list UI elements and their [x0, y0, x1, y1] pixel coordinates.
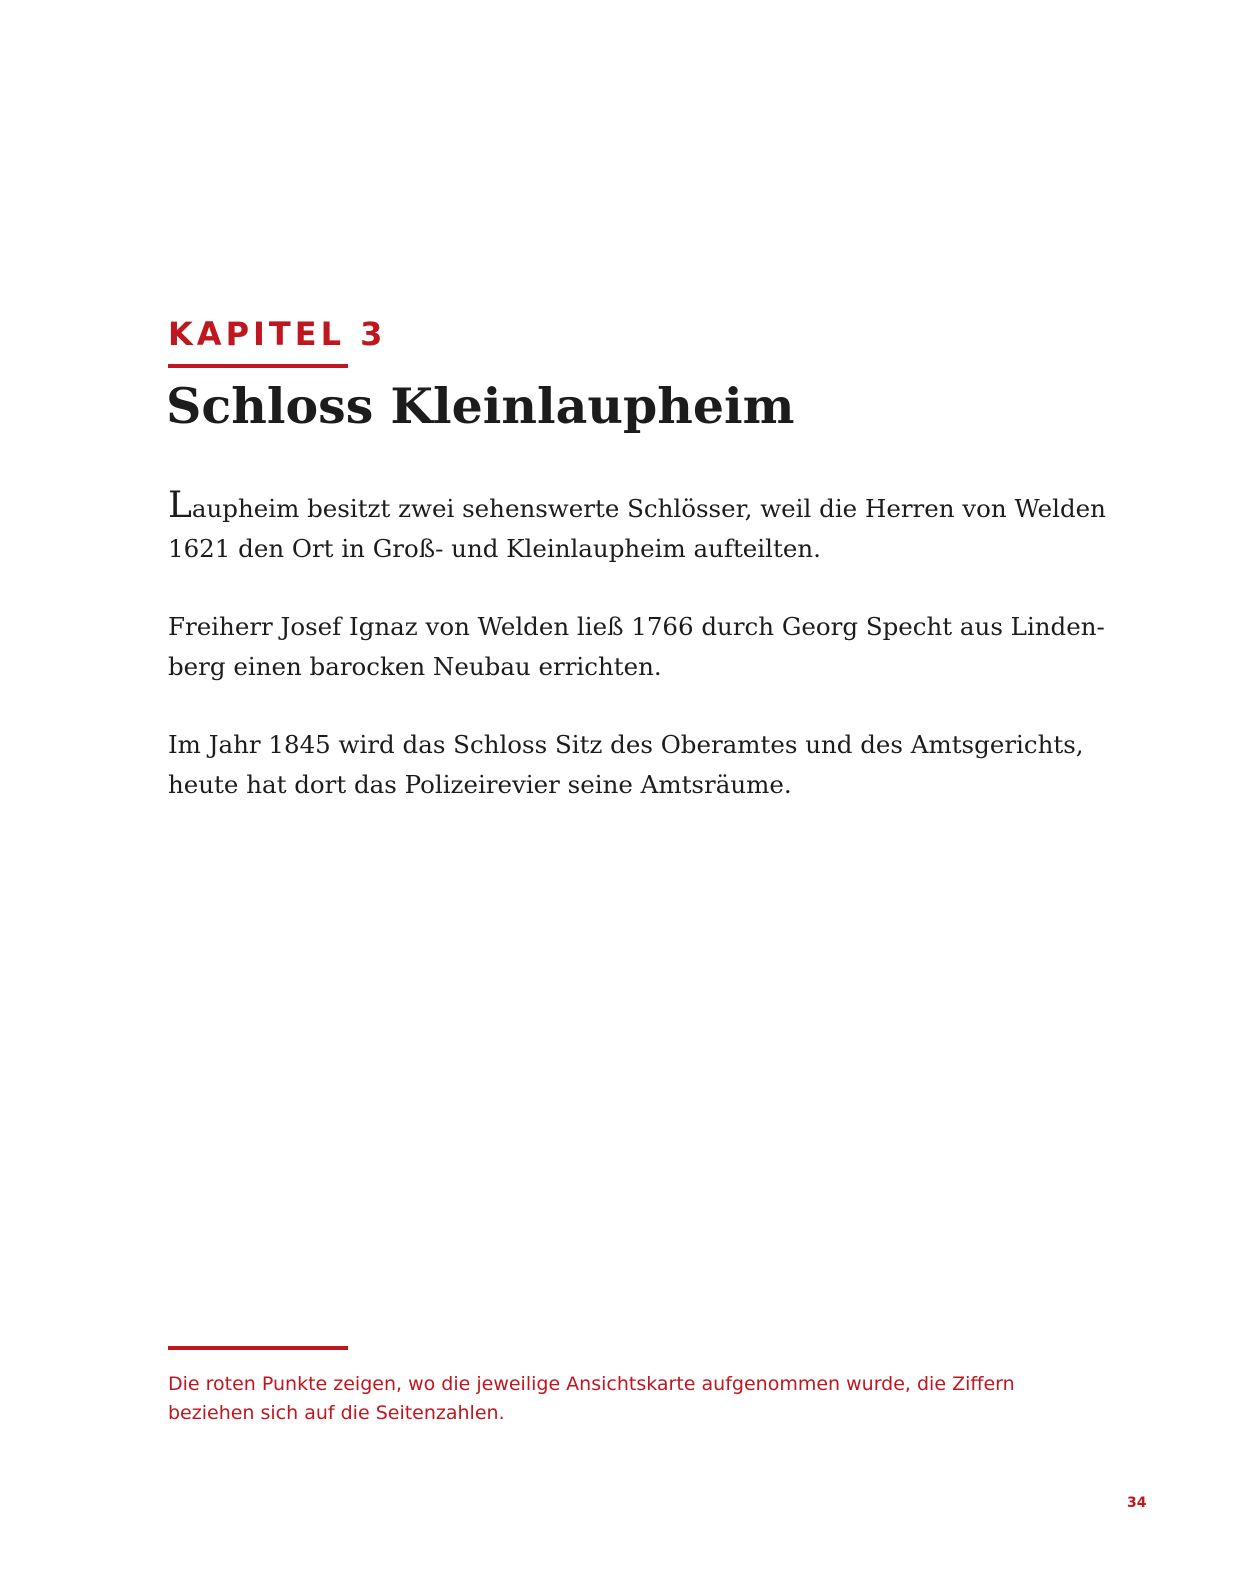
paragraph-3-line-1: Im Jahr 1845 wird das Schloss Sitz des Oberamtes und des Amtsgerichts, — [168, 730, 1084, 759]
paragraph-2-line-2: berg einen barocken Neubau errichten. — [168, 652, 662, 681]
paragraph-1-line-1 — [168, 485, 1106, 529]
dropcap-letter: L — [168, 485, 192, 526]
paragraph-3 — [168, 725, 1084, 805]
footnote-line-1: Die roten Punkte zeigen, wo die jeweilige Ansichtskarte aufgenommen wurde, die Ziffern — [168, 1373, 1015, 1395]
body-text — [168, 485, 1106, 843]
paragraph-1-line-1-text: aupheim besitzt zwei sehenswerte Schlösser, weil die Herren von Welden — [191, 494, 1106, 523]
footnote-rule — [168, 1346, 348, 1350]
paragraph-1 — [168, 485, 1106, 569]
paragraph-2 — [168, 607, 1105, 687]
paragraph-2-line-1: Freiherr Josef Ignaz von Welden ließ 1766 durch Georg Specht aus Linden- — [168, 612, 1105, 641]
paragraph-3-line-2: heute hat dort das Polizeirevier seine Amtsräume. — [168, 770, 792, 799]
chapter-rule — [168, 364, 348, 368]
paragraph-1-line-2: 1621 den Ort in Groß- und Kleinlaupheim aufteilten. — [168, 534, 821, 563]
footnote-line-2: beziehen sich auf die Seitenzahlen. — [168, 1402, 505, 1424]
chapter-title: Schloss Kleinlaupheim — [166, 377, 795, 435]
chapter-label: KAPITEL 3 — [168, 315, 387, 353]
page-number: 34 — [1127, 1495, 1147, 1511]
footnote — [168, 1370, 1068, 1428]
